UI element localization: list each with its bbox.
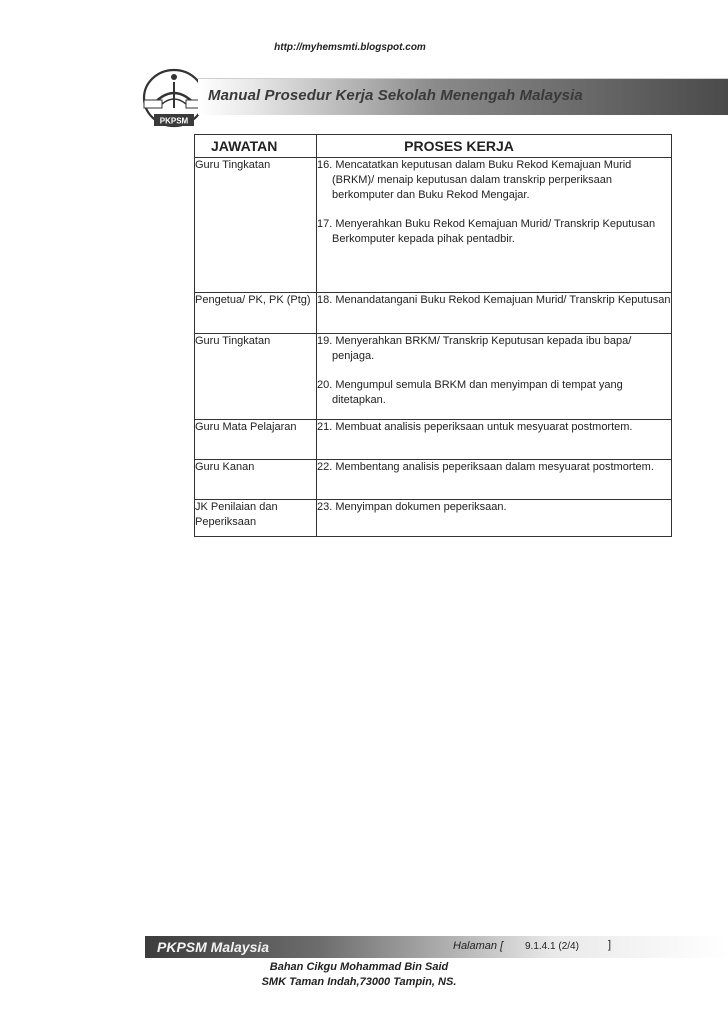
- table-row: [195, 500, 672, 537]
- header-proses-kerja: PROSES KERJA: [317, 135, 672, 158]
- header-banner: [198, 78, 728, 115]
- role-cell: Pengetua/ PK, PK (Ptg): [195, 293, 317, 334]
- page-label: Halaman [: [453, 940, 504, 952]
- table-header-row: [195, 135, 672, 158]
- credit-block: [0, 960, 728, 990]
- process-cell: [317, 334, 672, 420]
- page-code: 9.1.4.1 (2/4): [525, 941, 579, 952]
- role-cell: Guru Tingkatan: [195, 334, 317, 420]
- procedure-table: [194, 134, 672, 537]
- process-item: 18. Menandatangani Buku Rekod Kemajuan Murid/ Transkrip Keputusan: [317, 294, 671, 306]
- process-item: 17. Menyerahkan Buku Rekod Kemajuan Murid/ Transkrip Keputusan Berkomputer kepada pihak pentadbir.: [317, 218, 656, 245]
- credit-author: Bahan Cikgu Mohammad Bin Said: [269, 961, 449, 973]
- header-jawatan: JAWATAN: [195, 135, 317, 158]
- header-url: http://myhemsmti.blogspot.com: [274, 42, 426, 53]
- process-cell: [317, 460, 672, 500]
- process-cell: [317, 420, 672, 460]
- table-row: [195, 334, 672, 420]
- process-item: 20. Mengumpul semula BRKM dan menyimpan di tempat yang ditetapkan.: [317, 379, 623, 406]
- role-cell: JK Penilaian dan Peperiksaan: [195, 500, 317, 537]
- role-cell: Guru Kanan: [195, 460, 317, 500]
- process-item: 19. Menyerahkan BRKM/ Transkrip Keputusan kepada ibu bapa/ penjaga.: [317, 335, 632, 362]
- footer-brand: PKPSM Malaysia: [157, 939, 270, 955]
- table-row: [195, 293, 672, 334]
- footer-bar: [145, 936, 728, 958]
- role-cell: Guru Tingkatan: [195, 158, 317, 293]
- process-item: 21. Membuat analisis peperiksaan untuk mesyuarat postmortem.: [317, 421, 633, 433]
- table-row: [195, 460, 672, 500]
- process-item: 16. Mencatatkan keputusan dalam Buku Rekod Kemajuan Murid (BRKM)/ menaip keputusan dalam transkrip perperiksaan berkomputer dan Buku Rekod Mengajar.: [317, 159, 632, 201]
- table-row: [195, 420, 672, 460]
- process-cell: [317, 158, 672, 293]
- process-cell: [317, 293, 672, 334]
- table-row: [195, 158, 672, 293]
- process-item: 23. Menyimpan dokumen peperiksaan.: [317, 501, 507, 513]
- svg-text:PKPSM: PKPSM: [159, 116, 189, 126]
- role-cell: Guru Mata Pelajaran: [195, 420, 317, 460]
- manual-title: Manual Prosedur Kerja Sekolah Menengah Malaysia: [208, 87, 583, 104]
- page-close-bracket: ]: [608, 939, 612, 951]
- process-item: 22. Membentang analisis peperiksaan dalam mesyuarat postmortem.: [317, 461, 654, 473]
- process-cell: [317, 500, 672, 537]
- credit-school: SMK Taman Indah,73000 Tampin, NS.: [261, 976, 457, 988]
